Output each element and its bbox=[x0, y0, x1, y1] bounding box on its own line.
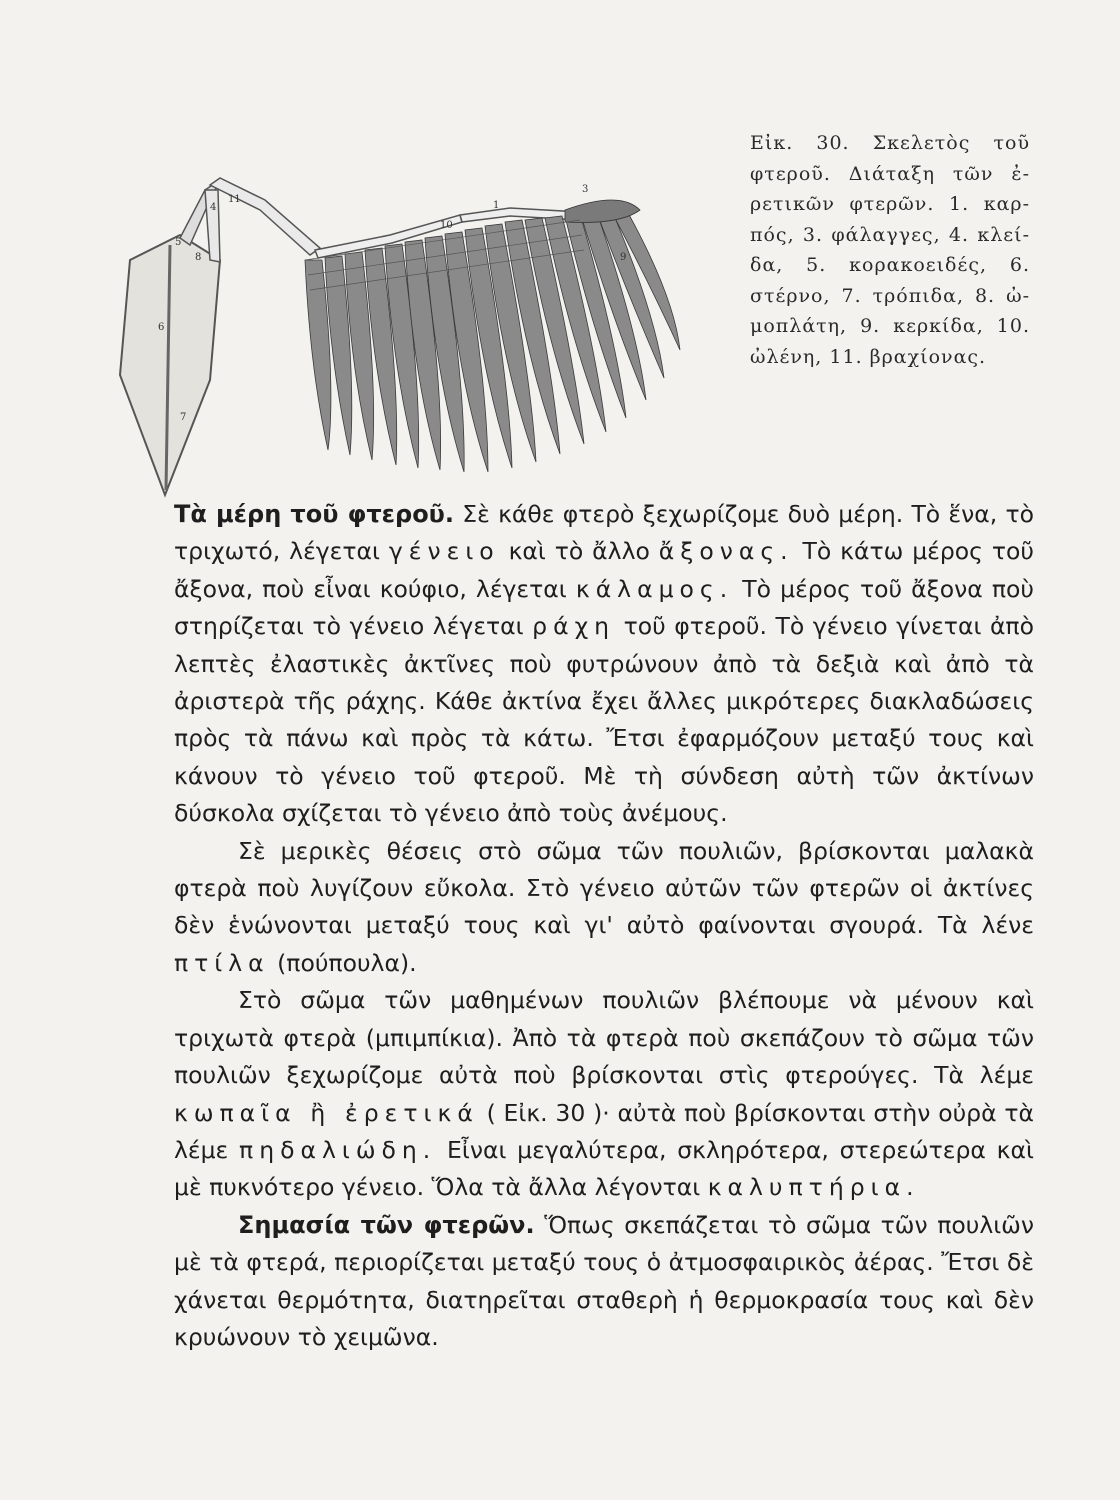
text: Ὅπως σκεπάζεται τὸ σῶμα τῶν πουλιῶν μὲ τὰ φτερά, περιορίζεται μεταξύ τους ὁ ἀτμοσφαιρικὸς ἀέρας. Ἔτσι δὲ χάνεται θερμότητα, διατηρεῖται σταθερὴ ἡ θερμοκρασία τους καὶ δὲν κρυώνουν τὸ χειμῶνα. bbox=[174, 1210, 1034, 1351]
figure-caption: Εἰκ. 30. Σκελετὸς τοῦ φτεροῦ. Διάταξη τῶν ἐ-ρετικῶν φτερῶν. 1. καρ-πός, 3. φάλαγγες, 4. κλεί-δα, 5. κορακοειδές, 6. στέρνο, 7. τρόπιδα, 8. ὠ-μοπλάτη, 9. κερκίδα, 10. ὠλένη, 11. βραχίονας. bbox=[750, 132, 1030, 368]
label-3: 3 bbox=[582, 184, 589, 195]
paragraph-parts-of-feather bbox=[174, 496, 1034, 833]
body-text bbox=[174, 496, 1034, 1356]
heading-parts-of-feather: Τὰ μέρη τοῦ φτεροῦ. bbox=[174, 500, 455, 528]
term-pidaliodi: πηδαλιώδη. bbox=[239, 1135, 437, 1164]
text: Τὸ κάτω μέρος τοῦ ἄξονα, ποὺ εἶναι κούφιο, λέγεται bbox=[174, 537, 1034, 603]
label-5: 5 bbox=[175, 237, 182, 248]
heading-importance: Σημασία τῶν φτερῶν. bbox=[238, 1210, 535, 1239]
term-kopaia: κωπαῖα ἢ ἐρετικά bbox=[174, 1098, 479, 1127]
text: καὶ τὸ ἄλλο bbox=[508, 537, 650, 566]
label-10: 10 bbox=[440, 220, 453, 231]
label-4: 4 bbox=[210, 202, 217, 213]
term-kalamos: κάλαμος. bbox=[575, 574, 734, 603]
text: ( Εἰκ. 30 )· αὐτὰ ποὺ βρίσκονται στὴν οὐρὰ τὰ λέμε bbox=[174, 1098, 1034, 1164]
humerus-bone bbox=[210, 178, 320, 255]
wing-skeleton-illustration bbox=[60, 150, 740, 500]
label-9: 9 bbox=[620, 252, 627, 263]
term-kalyptiria: καλυπτήρια. bbox=[707, 1173, 920, 1202]
paragraph-down-feathers bbox=[174, 833, 1034, 983]
label-8: 8 bbox=[195, 252, 202, 263]
text: Σὲ κάθε φτερὸ ξεχωρίζομε δυὸ μέρη. Τὸ ἕνα, τὸ τριχωτό, λέγεται bbox=[174, 500, 1034, 566]
label-11: 11 bbox=[228, 194, 241, 205]
label-7: 7 bbox=[180, 412, 187, 423]
text: Εἶναι μεγαλύτερα, σκληρότερα, στερεώτερα καὶ μὲ πυκνότερο γένειο. Ὅλα τὰ ἄλλα λέγονται bbox=[174, 1135, 1034, 1202]
text: τοῦ φτεροῦ. Τὸ γένειο γίνεται ἀπὸ λεπτὲς ἐλαστικὲς ἀκτῖνες ποὺ φυτρώνουν ἀπὸ τὰ δεξιὰ καὶ ἀπὸ τὰ ἀριστερὰ τῆς ράχης. Κάθε ἀκτίνα ἔχει ἄλλες μικρότερες διακλαδώσεις πρὸς τὰ πάνω καὶ πρὸς τὰ κάτω. Ἔτσι ἐφαρμόζουν μεταξύ τους καὶ κάνουν τὸ γένειο τοῦ φτεροῦ. Μὲ τὴ σύνδεση αὐτὴ τῶν ἀκτίνων δύσκολα σχίζεται τὸ γένειο ἀπὸ τοὺς ἀνέμους. bbox=[174, 612, 1034, 828]
label-1: 1 bbox=[493, 200, 500, 211]
text: (πούπουλα). bbox=[277, 948, 417, 977]
text: Στὸ σῶμα τῶν μαθημένων πουλιῶν βλέπουμε νὰ μένουν καὶ τριχωτὰ φτερὰ (μπιμπίκια). Ἀπὸ τὰ φτερὰ ποὺ σκεπάζουν τὸ σῶμα τῶν πουλιῶν ξεχωρίζομε αὐτὰ ποὺ βρίσκονται στὶς φτερούγες. Τὰ λέμε bbox=[174, 986, 1034, 1090]
term-axonas: ἄξονας. bbox=[658, 537, 794, 566]
wing-skeleton-figure bbox=[60, 150, 740, 500]
text: Τὸ μέρος τοῦ ἄξονα ποὺ στηρίζεται τὸ γένειο λέγεται bbox=[174, 574, 1034, 641]
term-geneio: γένειο bbox=[388, 537, 500, 566]
label-6: 6 bbox=[158, 322, 165, 333]
term-ptila: πτίλα bbox=[174, 948, 270, 977]
term-rachi: ράχη bbox=[532, 612, 616, 641]
paragraph-importance bbox=[174, 1207, 1034, 1357]
text: Σὲ μερικὲς θέσεις στὸ σῶμα τῶν πουλιῶν, βρίσκονται μαλακὰ φτερὰ ποὺ λυγίζουν εὔκολα. Στὸ γένειο αὐτῶν τῶν φτερῶν οἱ ἀκτίνες δὲν ἑνώνονται μεταξύ τους καὶ γι' αὐτὸ φαίνονται σγουρά. Τὰ λένε bbox=[174, 836, 1034, 940]
paragraph-feather-types bbox=[174, 982, 1034, 1206]
